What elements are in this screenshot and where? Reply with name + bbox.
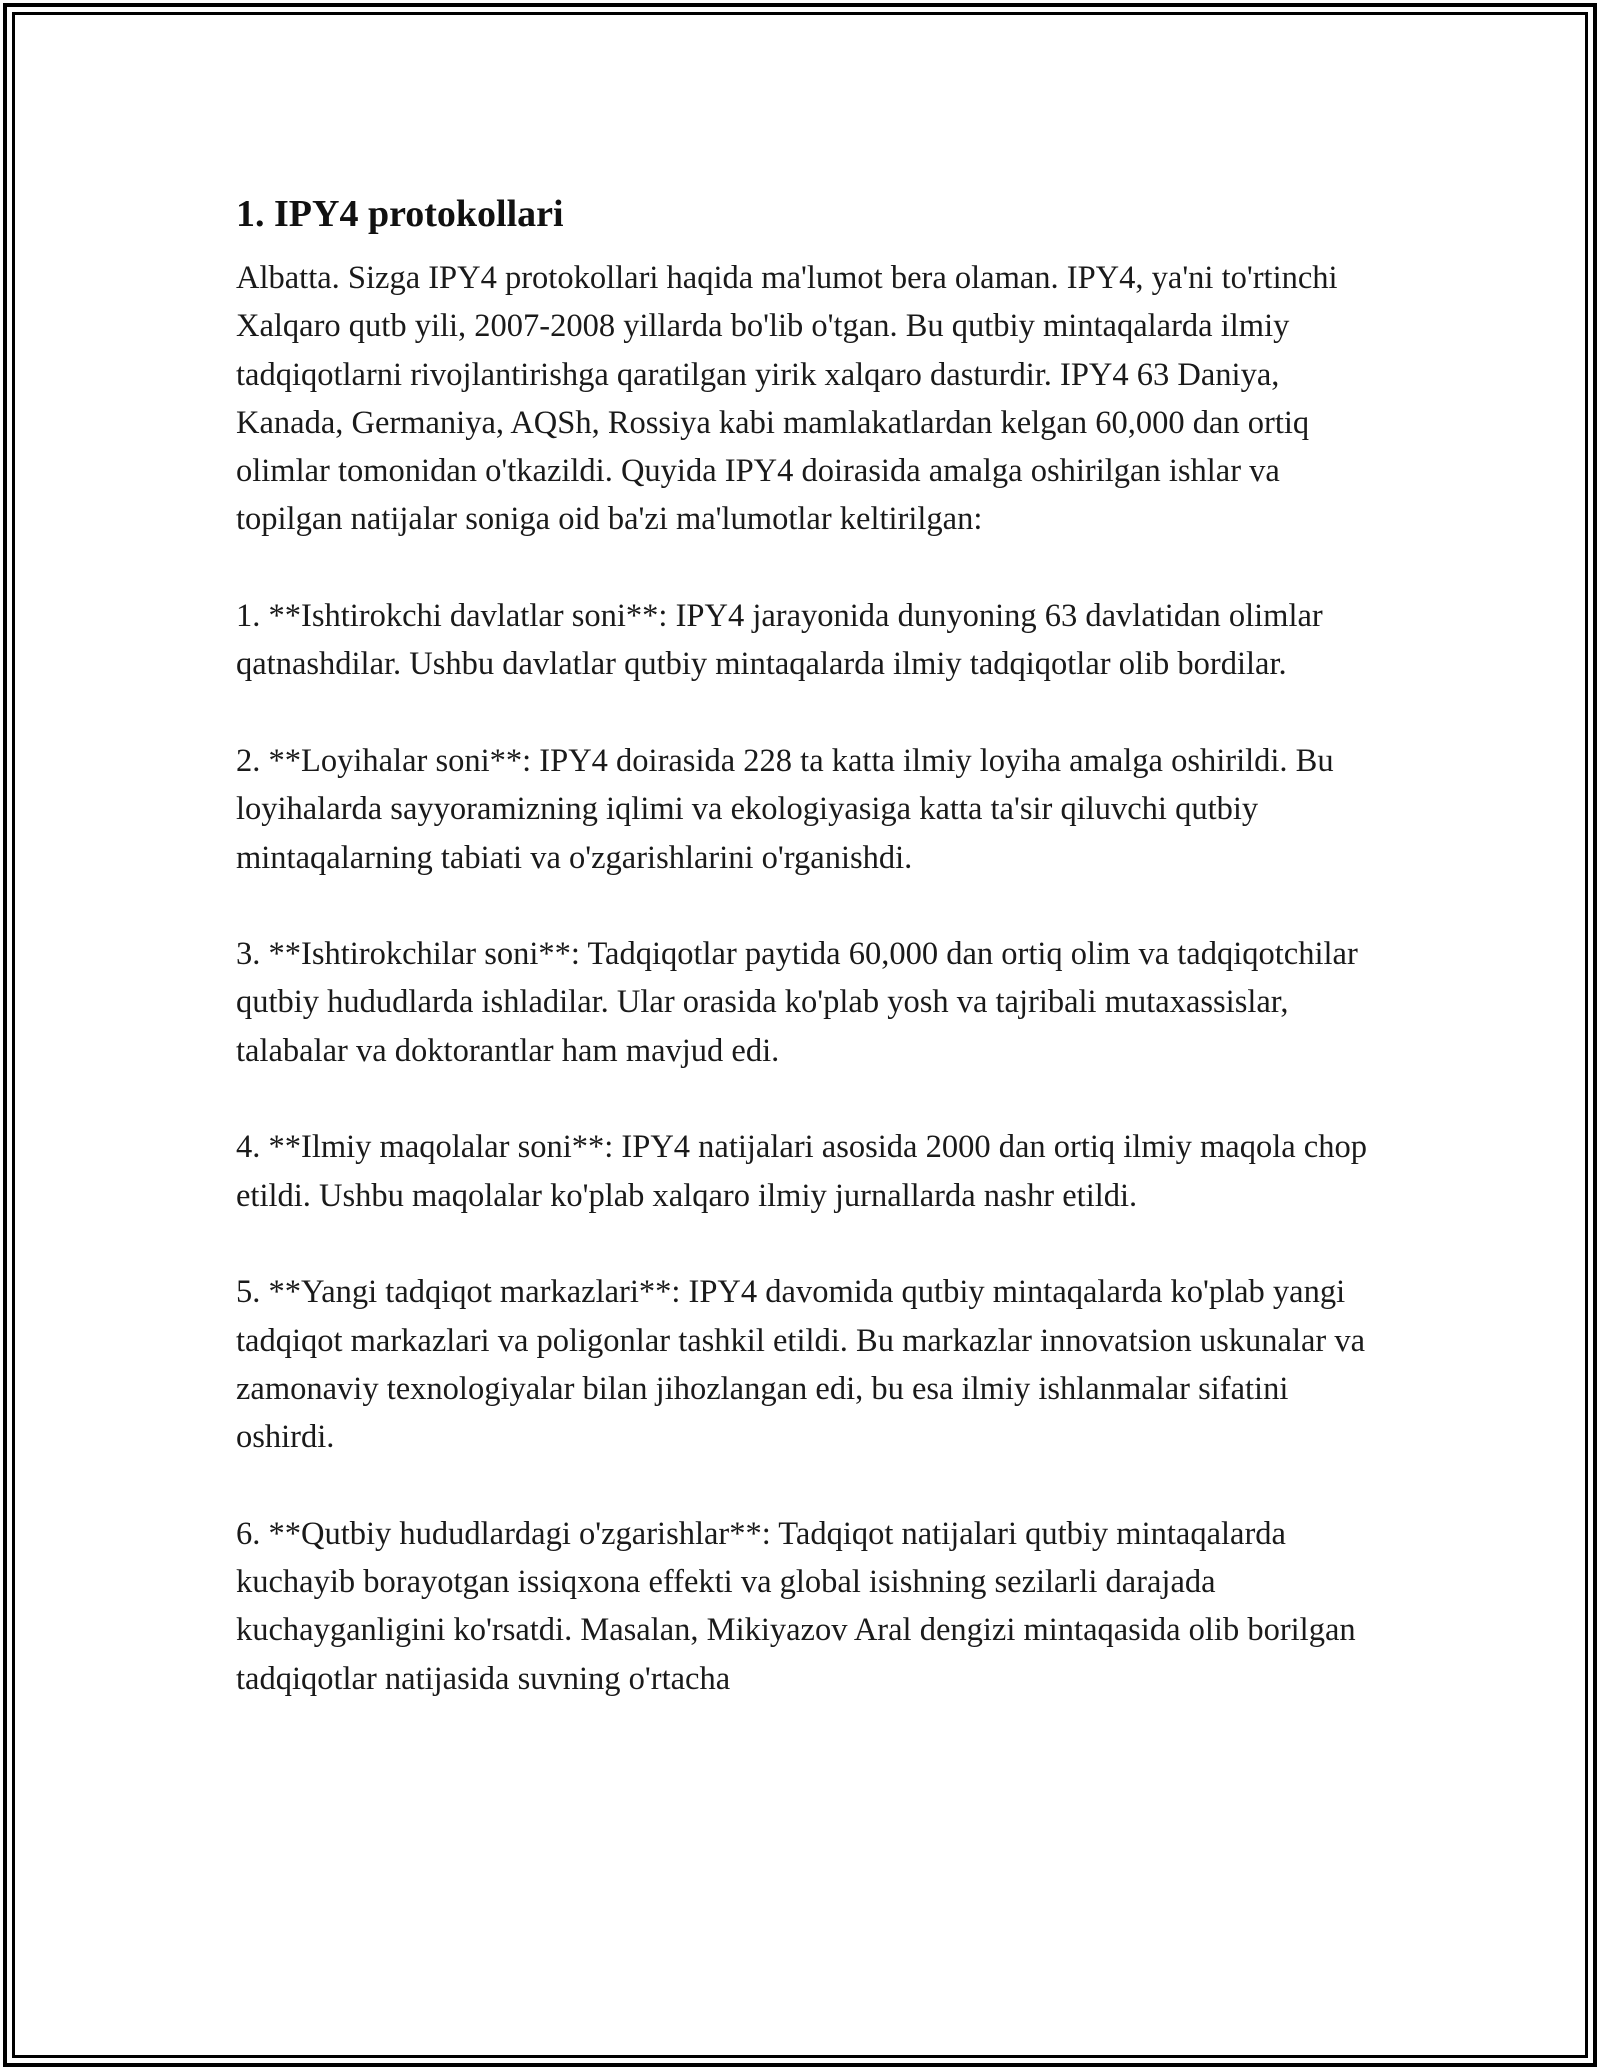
paragraph-item-5: 5. **Yangi tadqiqot markazlari**: IPY4 davomida qutbiy mintaqalarda ko'plab yangi tadqiqot markazlari va poligonlar tashkil etildi. Bu markazlar innovatsion uskunalar va zamonaviy texnologiyalar bilan jihozlangan edi, bu esa ilmiy ishlanmalar sifatini oshirdi. — [236, 1274, 1366, 1456]
paragraph-item-1: 1. **Ishtirokchi davlatlar soni**: IPY4 jarayonida dunyoning 63 davlatidan olimlar qatnashdilar. Ushbu davlatlar qutbiy mintaqalarda ilmiy tadqiqotlar olib bordilar. — [236, 598, 1323, 683]
paragraph-item-4: 4. **Ilmiy maqolalar soni**: IPY4 natijalari asosida 2000 dan ortiq ilmiy maqola chop etildi. Ushbu maqolalar ko'plab xalqaro ilmiy jurnallarda nashr etildi. — [236, 1129, 1367, 1214]
paragraph-item-3: 3. **Ishtirokchilar soni**: Tadqiqotlar paytida 60,000 dan ortiq olim va tadqiqotchilar qutbiy hududlarda ishladilar. Ular orasida ko'plab yosh va tajribali mutaxassislar, talabalar va doktorantlar ham mavjud edi. — [236, 936, 1358, 1069]
document-body — [236, 184, 1376, 1751]
paragraph-item-2: 2. **Loyihalar soni**: IPY4 doirasida 228 ta katta ilmiy loyiha amalga oshirildi. Bu loyihalarda sayyoramizning iqlimi va ekologiyasiga katta ta'sir qiluvchi qutbiy mintaqalarning tabiati va o'zgarishlarini o'rganishdi. — [236, 742, 1334, 876]
paragraph-intro: Albatta. Sizga IPY4 protokollari haqida ma'lumot bera olaman. IPY4, ya'ni to'rtinchi Xalqaro qutb yili, 2007-2008 yillarda bo'lib o'tgan. Bu qutbiy mintaqalarda ilmiy tadqiqotlarni rivojlantirishga qaratilgan yirik xalqaro dasturdir. IPY4 63 Daniya, Kanada, Germaniya, AQSh, Rossiya kabi mamlakatlardan kelgan 60,000 dan ortiq olimlar tomonidan o'tkazildi. Quyida IPY4 doirasida amalga oshirilgan ishlar va topilgan natijalar soniga oid ba'zi ma'lumotlar keltirilgan: — [236, 260, 1338, 538]
document-heading: 1. IPY4 protokollari — [236, 193, 564, 235]
paragraph-item-6: 6. **Qutbiy hududlardagi o'zgarishlar**: Tadqiqot natijalari qutbiy mintaqalarda kuchayib borayotgan issiqxona effekti va global isishning sezilarli darajada kuchayganligini ko'rsatdi. Masalan, Mikiyazov Aral dengizi mintaqasida olib borilgan tadqiqotlar natijasida suvning o'rtacha — [236, 1515, 1356, 1697]
